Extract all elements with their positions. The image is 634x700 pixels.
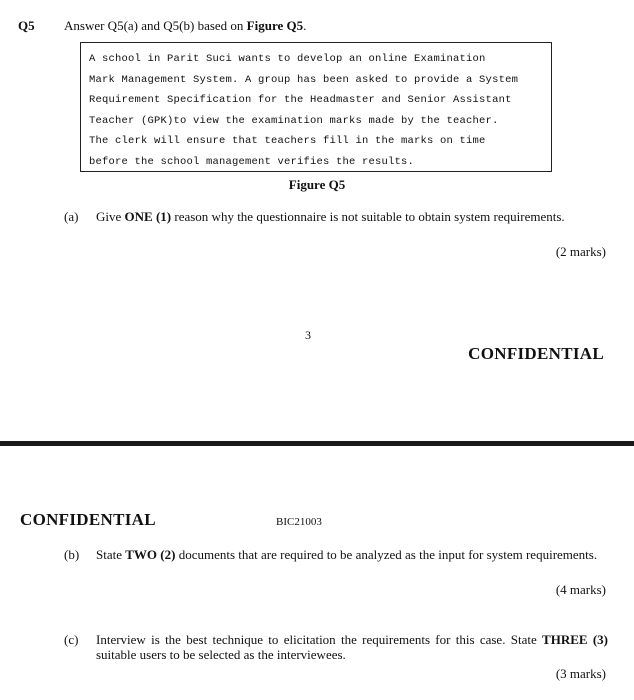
- course-code: BIC21003: [276, 516, 322, 528]
- question-c-text: [96, 632, 608, 662]
- header-confidential: CONFIDENTIAL: [20, 510, 156, 529]
- figure-line: The clerk will ensure that teachers fill in the marks on time: [89, 135, 486, 147]
- question-a-count: ONE (1): [124, 209, 172, 224]
- question-c-label: (c): [64, 632, 79, 647]
- footer-confidential: CONFIDENTIAL: [468, 344, 604, 363]
- question-a-label: (a): [64, 209, 79, 224]
- question-a-text: [96, 209, 608, 224]
- figure-box: [80, 42, 552, 172]
- page-number: 3: [305, 328, 311, 342]
- question-c-marks: (3 marks): [555, 666, 606, 681]
- question-b-count: TWO (2): [125, 547, 176, 562]
- instruction-text: Answer Q5(a) and Q5(b) based on: [64, 18, 247, 33]
- figure-line: A school in Parit Suci wants to develop an online Examination: [89, 53, 486, 65]
- figure-line: before the school management verifies the results.: [89, 155, 415, 168]
- instruction-end: .: [303, 18, 307, 33]
- question-c-count: THREE (3): [542, 632, 608, 647]
- question-b-marks: (4 marks): [555, 582, 606, 597]
- figure-line: Mark Management System. A group has been asked to provide a System: [89, 73, 519, 86]
- figure-line: Teacher (GPK)to view the examination marks made by the teacher.: [89, 114, 499, 127]
- instruction-figure-ref: Figure Q5: [246, 18, 304, 33]
- question-number: Q5: [18, 18, 35, 33]
- page-divider: [0, 441, 634, 446]
- question-a-post: reason why the questionnaire is not suitable to obtain system requirements.: [171, 209, 565, 224]
- question-b-pre: State: [96, 547, 126, 562]
- question-a-pre: Give: [96, 209, 125, 224]
- question-b-label: (b): [64, 547, 80, 562]
- question-c-pre: Interview is the best technique to elicitation the requirements for this case. State: [96, 632, 543, 647]
- question-a-marks: (2 marks): [555, 244, 606, 259]
- question-instruction: [64, 18, 306, 34]
- figure-caption: Figure Q5: [288, 177, 346, 192]
- question-c-post: suitable users to be selected as the interviewees.: [96, 647, 346, 662]
- question-b-post: documents that are required to be analyzed as the input for system requirements.: [175, 547, 598, 562]
- question-b-text: [96, 547, 608, 562]
- figure-line: Requirement Specification for the Headmaster and Senior Assistant: [89, 94, 512, 106]
